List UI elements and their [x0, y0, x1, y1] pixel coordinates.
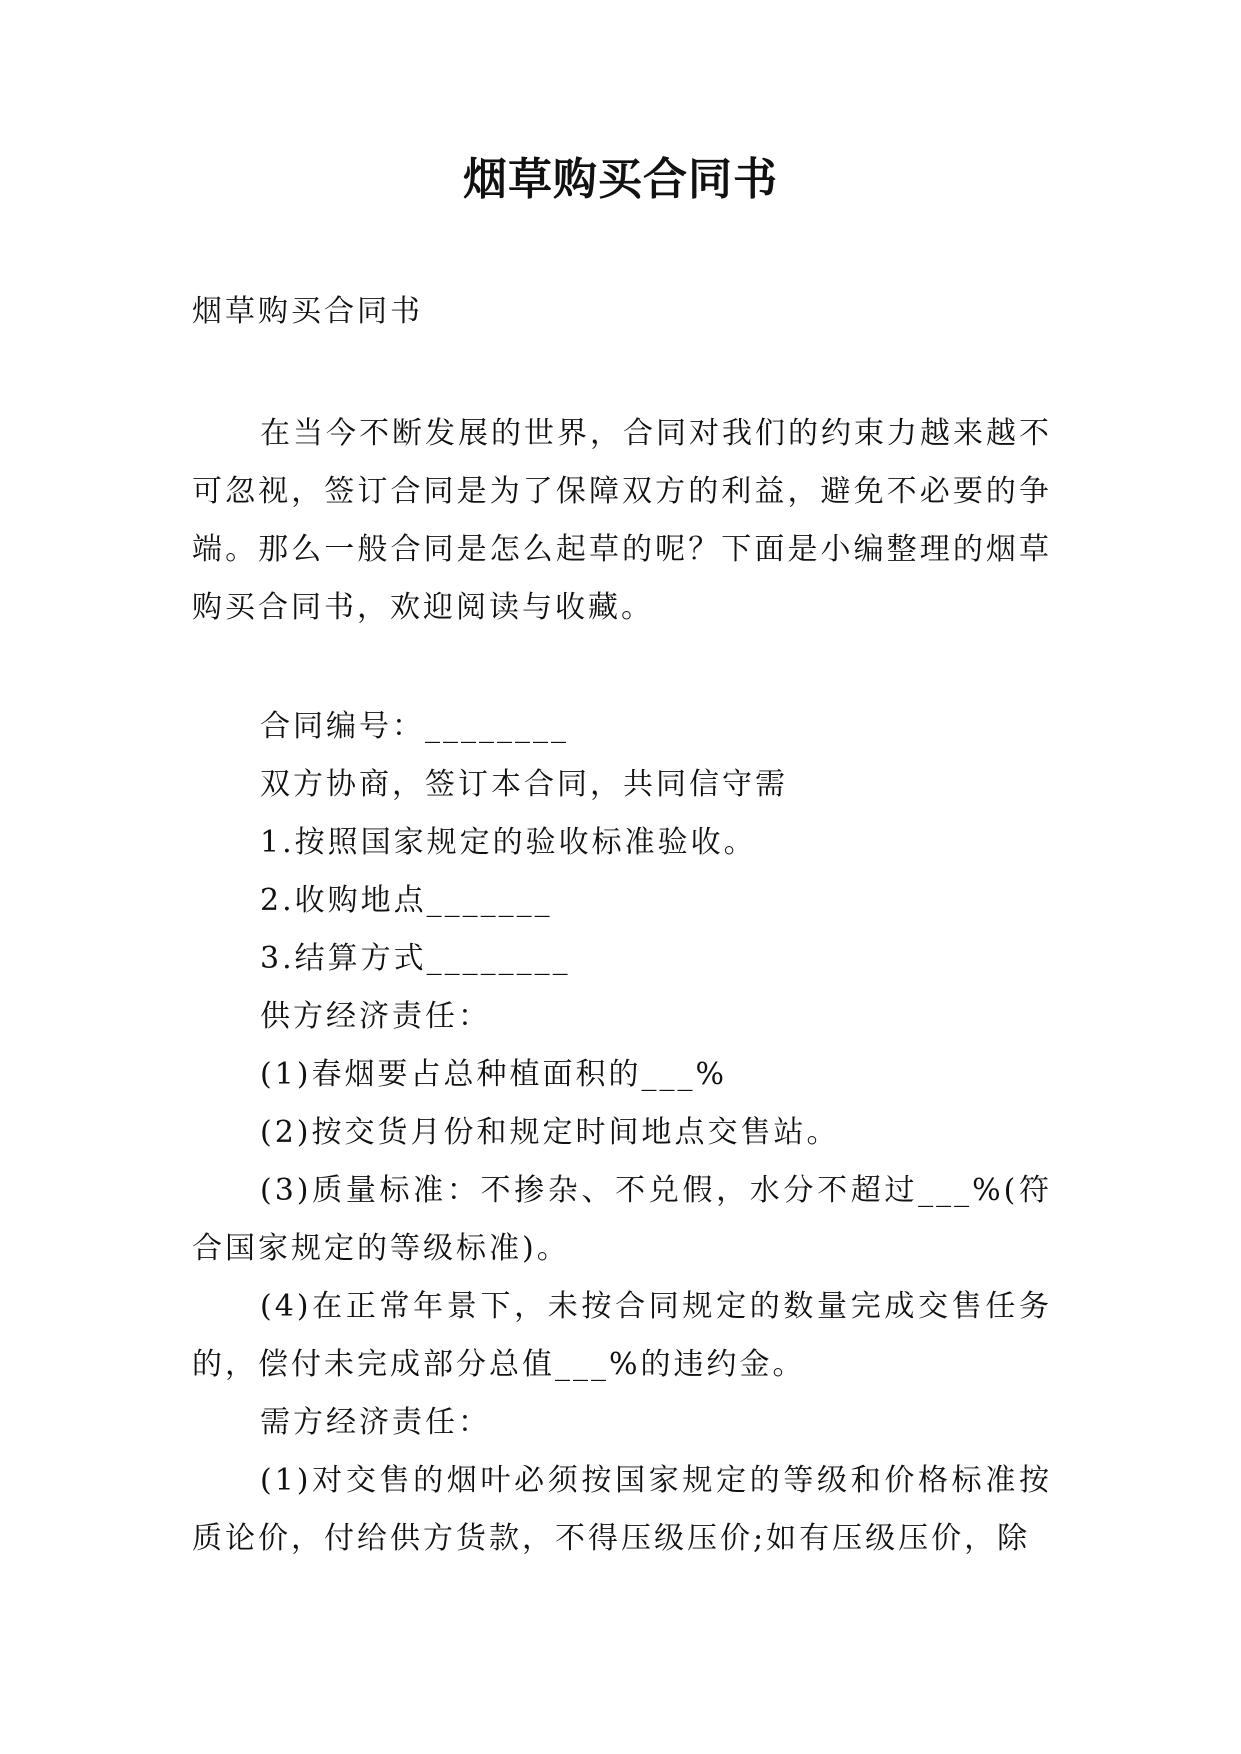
contract-clauses [192, 698, 1052, 1568]
document-title: 烟草购买合同书 [463, 154, 778, 205]
section-heading-supplier: 供方经济责任： [260, 999, 491, 1034]
contract-number-line: 合同编号：________ [260, 709, 569, 744]
clause-item: (2)按交货月份和规定时间地点交售站。 [260, 1115, 840, 1150]
clause-item: (3)质量标准：不掺杂、不兑假，水分不超过___%(符合国家规定的等级标准)。 [192, 1173, 1052, 1266]
agreement-line: 双方协商，签订本合同，共同信守需 [260, 767, 788, 802]
document-subtitle: 烟草购买合同书 [192, 294, 423, 329]
clause-item: (1)春烟要占总种植面积的___% [260, 1057, 728, 1092]
clause-item: 3.结算方式________ [260, 941, 571, 976]
clause-item: (1)对交售的烟叶必须按国家规定的等级和价格标准按质论价，付给供方货款，不得压级压价;如有压级压价，除 [192, 1463, 1052, 1556]
clause-item: 2.收购地点_______ [260, 883, 553, 918]
clause-item: 1.按照国家规定的验收标准验收。 [260, 825, 757, 860]
intro-paragraph: 在当今不断发展的世界，合同对我们的约束力越来越不可忽视，签订合同是为了保障双方的利益，避免不必要的争端。那么一般合同是怎么起草的呢？下面是小编整理的烟草购买合同书，欢迎阅读与收藏。 [192, 416, 1052, 625]
section-heading-buyer: 需方经济责任： [260, 1405, 491, 1440]
clause-item: (4)在正常年景下，未按合同规定的数量完成交售任务的，偿付未完成部分总值___%的违约金。 [192, 1289, 1052, 1382]
